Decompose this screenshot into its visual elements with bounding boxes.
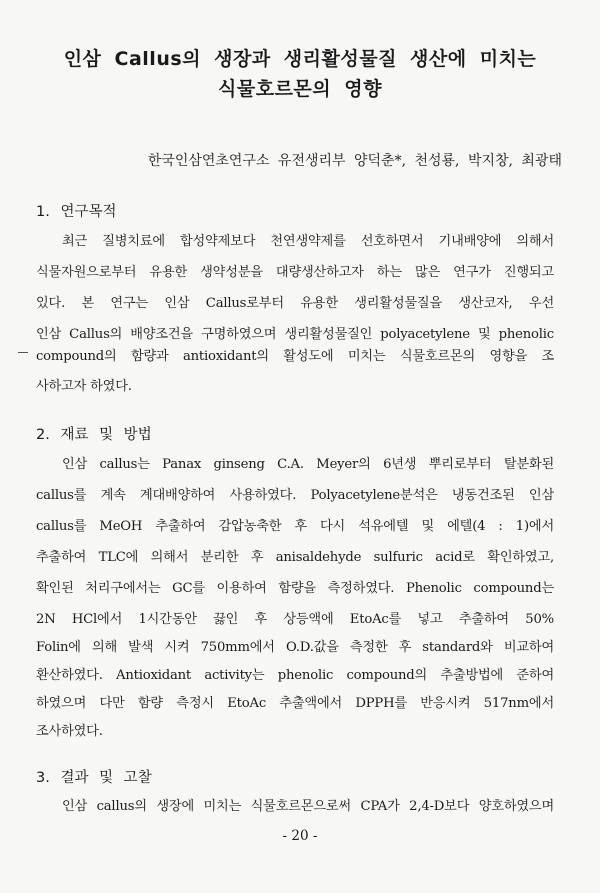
text-line: 최근 질병치료에 합성약제보다 천연생약제를 선호하면서 기내배양에 의해서 bbox=[62, 234, 554, 249]
text-line: 인삼 Callus의 배양조건을 구명하였으며 생리활성물질인 polyacetylene 및 phenolic bbox=[36, 327, 554, 342]
page-number: - 20 - bbox=[282, 828, 318, 844]
text-line: 환산하였다. Antioxidant activity는 phenolic compound의 추출방법에 준하여 bbox=[36, 668, 554, 683]
text-line: Folin에 의해 발색 시켜 750mm에서 O.D.값을 측정한 후 standard와 비교하여 bbox=[36, 640, 554, 655]
text-line: 인삼 callus의 생장에 미치는 식물호르몬으로써 CPA가 2,4-D보다 양호하였으며 bbox=[62, 799, 554, 814]
text-line: 있다. 본 연구는 인삼 Callus로부터 유용한 생리활성물질을 생산코자, 우선 bbox=[36, 296, 554, 311]
text-line: callus를 MeOH 추출하여 감압농축한 후 다시 석유에텔 및 에텔(4 : 1)에서 bbox=[36, 519, 554, 534]
section-heading-1: 1. 연구목적 bbox=[36, 204, 117, 220]
text-line: callus를 계속 계대배양하여 사용하였다. Polyacetylene분석은 냉동건조된 인삼 bbox=[36, 488, 554, 503]
text-line: 사하고자 하였다. bbox=[36, 379, 132, 394]
text-line: 조사하였다. bbox=[36, 724, 103, 739]
margin-mark bbox=[18, 352, 28, 353]
title-line-2: 식물호르몬의 영향 bbox=[218, 78, 382, 100]
text-line: 추출하여 TLC에 의해서 분리한 후 anisaldehyde sulfuric acid로 확인하였고, bbox=[36, 550, 554, 565]
text-line: 확인된 처리구에서는 GC를 이용하여 함량을 측정하였다. Phenolic compound는 bbox=[36, 581, 554, 596]
text-line: compound의 함량과 antioxidant의 활성도에 미치는 식물호르몬의 영향을 조 bbox=[36, 349, 554, 364]
title-line-1: 인삼 Callus의 생장과 생리활성물질 생산에 미치는 bbox=[63, 48, 537, 70]
section-heading-3: 3. 결과 및 고찰 bbox=[36, 770, 152, 786]
author-line: 한국인삼연초연구소 유전생리부 양덕춘*, 천성룡, 박지창, 최광태 bbox=[147, 153, 562, 169]
text-line: 2N HCl에서 1시간동안 끓인 후 상등액에 EtoAc를 넣고 추출하여 50% bbox=[36, 612, 554, 627]
text-line: 하였으며 다만 함량 측정시 EtoAc 추출액에서 DPPH를 반응시켜 517nm에서 bbox=[36, 696, 554, 711]
section-heading-2: 2. 재료 및 방법 bbox=[36, 427, 152, 443]
text-line: 식물자원으로부터 유용한 생약성분을 대량생산하고자 하는 많은 연구가 진행되고 bbox=[36, 265, 554, 280]
text-line: 인삼 callus는 Panax ginseng C.A. Meyer의 6년생 뿌리로부터 탈분화된 bbox=[62, 457, 554, 472]
